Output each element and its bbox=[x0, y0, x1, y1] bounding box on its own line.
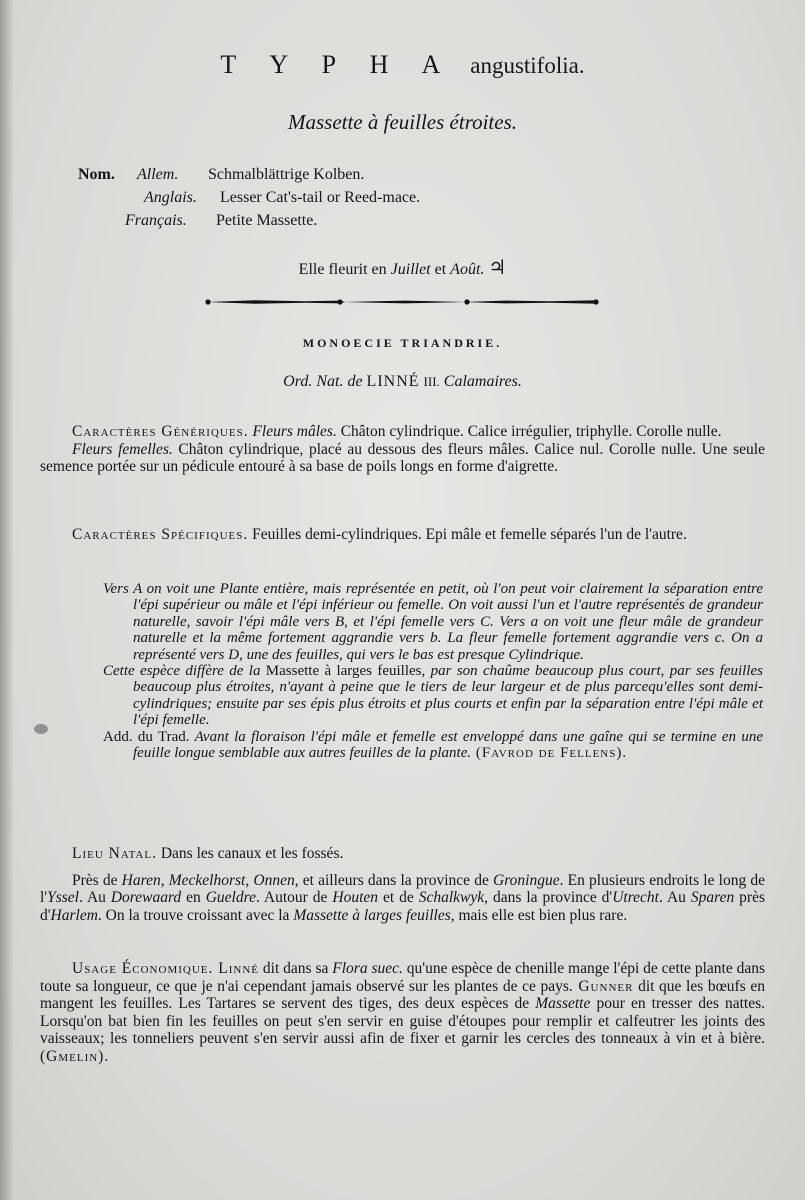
order-name: Calamaires. bbox=[443, 373, 522, 390]
bloom-month-2: Août. bbox=[450, 261, 485, 278]
hab-harlem: Harlem bbox=[50, 906, 98, 924]
male-flowers-text: Châton cylindrique. Calice irrégulier, triphylle. Corolle nulle. bbox=[336, 423, 722, 440]
genus-name: T Y P H A bbox=[220, 50, 455, 79]
lang-french: Français. bbox=[125, 212, 187, 229]
plate-description: Vers A on voit une Plante entière, mais représentée en petit, où l'on peut voir clairement la séparation entre l'épi supérieur ou mâle et l'épi inférieur ou femelle. On voit aussi l'un et l'autre représentés de grandeur naturelle, savoir l'épi mâle vers B, et l'épi femelle vers C. Vers a on voit une fleur mâle de grandeur naturelle et la même fortement aggrandie vers b. La fleur femelle fortement aggrandie vers c. On a représenté vers D, une des feuilles, qui vers le bas est presque Cylindrique. bbox=[103, 581, 763, 663]
translator-note bbox=[67, 729, 763, 762]
order-prefix: Ord. Nat. de bbox=[283, 373, 363, 390]
habitat-localities bbox=[40, 872, 765, 925]
translator-label: Add. du Trad. bbox=[103, 728, 190, 745]
page-title bbox=[0, 50, 805, 80]
order-number: III. bbox=[423, 374, 440, 389]
usage-linne: Linné bbox=[213, 960, 260, 977]
hab-sparen: Sparen bbox=[690, 889, 735, 906]
hab-places: Haren, Meckelhorst, Onnen bbox=[121, 871, 295, 889]
hab-gueldre: Gueldre bbox=[205, 889, 256, 906]
specific-heading: Caractères Spécifiques. bbox=[72, 526, 249, 543]
usage-heading: Usage Économique. bbox=[72, 960, 214, 977]
ink-blot bbox=[34, 724, 48, 734]
usage-t1: dit dans sa bbox=[259, 960, 333, 977]
hab-houten: Houten bbox=[332, 889, 379, 906]
hab-yssel: Yssel bbox=[47, 889, 79, 906]
bloom-and: et bbox=[434, 261, 447, 278]
names-label: Nom. bbox=[78, 166, 115, 183]
specific-para bbox=[40, 526, 765, 544]
hab-t12: , mais elle est bien plus rare. bbox=[450, 906, 628, 924]
bloom-month-1: Juillet bbox=[390, 261, 431, 278]
usage-t4: pour en tresser des nattes. Lorsqu'on bat bien fin les feuilles on peut s'en servir en guise d'étoupes pour remplir et calfeutrer les joints des vaisseaux; les tonneliers peuvent s'en servir aussi afin de fixer et garnir les cercles des tonneaux à vin et à bière. bbox=[40, 995, 766, 1047]
usage-flora: Flora suec. bbox=[332, 960, 403, 977]
linnaean-class: MONOECIE TRIANDRIE. bbox=[302, 336, 503, 350]
hab-dorewaard: Dorewaard bbox=[110, 889, 182, 906]
hab-t9: . Au bbox=[658, 889, 691, 906]
habitat-heading: Lieu Natal. bbox=[72, 845, 157, 862]
usage-citation: (Gmelin). bbox=[40, 1047, 110, 1065]
translator-citation: (Favrod de Fellens). bbox=[471, 745, 628, 762]
name-row-french bbox=[78, 209, 420, 232]
usage-t3: dit que les bœufs en mangent les feuilles. Les Tartares se servent des tiges, des deux espèces de bbox=[40, 977, 765, 1012]
female-flowers-label: Fleurs femelles. bbox=[72, 440, 173, 458]
comparison-b: , par son chaûme beaucoup plus court, par ses feuilles beaucoup plus étroites, n'ayant à peine que le tiers de leur largeur et de plus parcequ'elles sont demi-cylindriques; ensuite par ses épis plus étroits et plus courts et enfin par la séparation entre l'épi mâle et l'épi femelle. bbox=[133, 663, 763, 729]
hab-t2: , et ailleurs dans la province de bbox=[294, 871, 494, 889]
usage-gunner: Gunner bbox=[572, 977, 634, 995]
economic-use-para bbox=[40, 960, 765, 1065]
specific-text: Feuilles demi-cylindriques. Epi mâle et femelle séparés l'un de l'autre. bbox=[248, 526, 687, 543]
hab-schalkwyk: Schalkwyk bbox=[418, 889, 485, 906]
economic-use-section bbox=[40, 960, 765, 1065]
page-gutter-shadow bbox=[0, 0, 14, 1200]
perennial-symbol: ♃ bbox=[488, 257, 507, 279]
hab-t8: , dans la province d' bbox=[484, 889, 613, 906]
name-row-german bbox=[78, 163, 420, 186]
comparison-a: Cette espèce diffère de la bbox=[103, 663, 266, 680]
name-german: Schmalblättrige Kolben. bbox=[208, 166, 365, 183]
natural-order bbox=[0, 373, 805, 391]
ornamental-divider bbox=[205, 296, 600, 308]
vernacular-names bbox=[78, 163, 420, 232]
french-name: Massette à feuilles étroites. bbox=[287, 110, 517, 134]
bloom-text: Elle fleurit en bbox=[298, 261, 387, 278]
hab-t11: . On la trouve croissant avec la bbox=[97, 906, 294, 924]
hab-t4: . Au bbox=[78, 889, 111, 906]
flowering-period bbox=[0, 255, 805, 280]
usage-t2: qu'une espèce de chenille mange l'épi de cette plante dans toute sa longueur, ce que je n'ai cependant jamais observé sur les plantes de ce pays. bbox=[40, 960, 765, 995]
usage-massette: Massette bbox=[535, 995, 591, 1012]
generic-characters bbox=[40, 423, 765, 476]
generic-heading: Caractères Génériques. bbox=[72, 423, 249, 440]
generic-male-para bbox=[40, 423, 765, 441]
hab-t1: Près de bbox=[72, 871, 122, 889]
habitat-text: Dans les canaux et les fossés. bbox=[156, 845, 344, 862]
species-name: angustifolia. bbox=[470, 53, 585, 78]
name-french: Petite Massette. bbox=[216, 212, 318, 229]
translator-text: Avant la floraison l'épi mâle et femelle est enveloppé dans une gaîne qui se termine en une feuille longue semblable aux autres feuilles de la plante. bbox=[133, 728, 763, 762]
hab-t6: . Autour de bbox=[255, 889, 333, 906]
lang-german: Allem. bbox=[137, 166, 179, 183]
habitat-section bbox=[40, 845, 765, 924]
name-row-english bbox=[78, 186, 420, 209]
habitat-heading-line bbox=[40, 845, 765, 863]
hab-groningue: Groningue bbox=[493, 871, 560, 889]
hab-utrecht: Utrecht bbox=[612, 889, 659, 906]
order-author: LINNÉ bbox=[366, 373, 420, 390]
generic-female-para bbox=[40, 441, 765, 476]
plate-notes bbox=[103, 581, 763, 761]
hab-t10: près d' bbox=[40, 889, 765, 924]
hab-t7: et de bbox=[378, 889, 419, 906]
hab-massette: Massette à larges feuilles bbox=[293, 906, 451, 924]
lang-english: Anglais. bbox=[144, 189, 197, 206]
male-flowers-label: Fleurs mâles. bbox=[252, 423, 337, 440]
female-flowers-text: Châton cylindrique, placé au dessous des fleurs mâles. Calice nul. Corolle nulle. Une seule semence portée sur un pédicule entouré à sa base de poils longs en forme d'aigrette. bbox=[40, 440, 765, 475]
hab-t3: . En plusieurs endroits le long de l' bbox=[40, 871, 765, 906]
hab-t5: en bbox=[181, 889, 206, 906]
specific-characters bbox=[40, 526, 765, 544]
comparison-para bbox=[103, 663, 763, 729]
comparison-species: Massette à larges feuilles bbox=[265, 663, 422, 680]
name-english: Lesser Cat's-tail or Reed-mace. bbox=[220, 189, 421, 206]
